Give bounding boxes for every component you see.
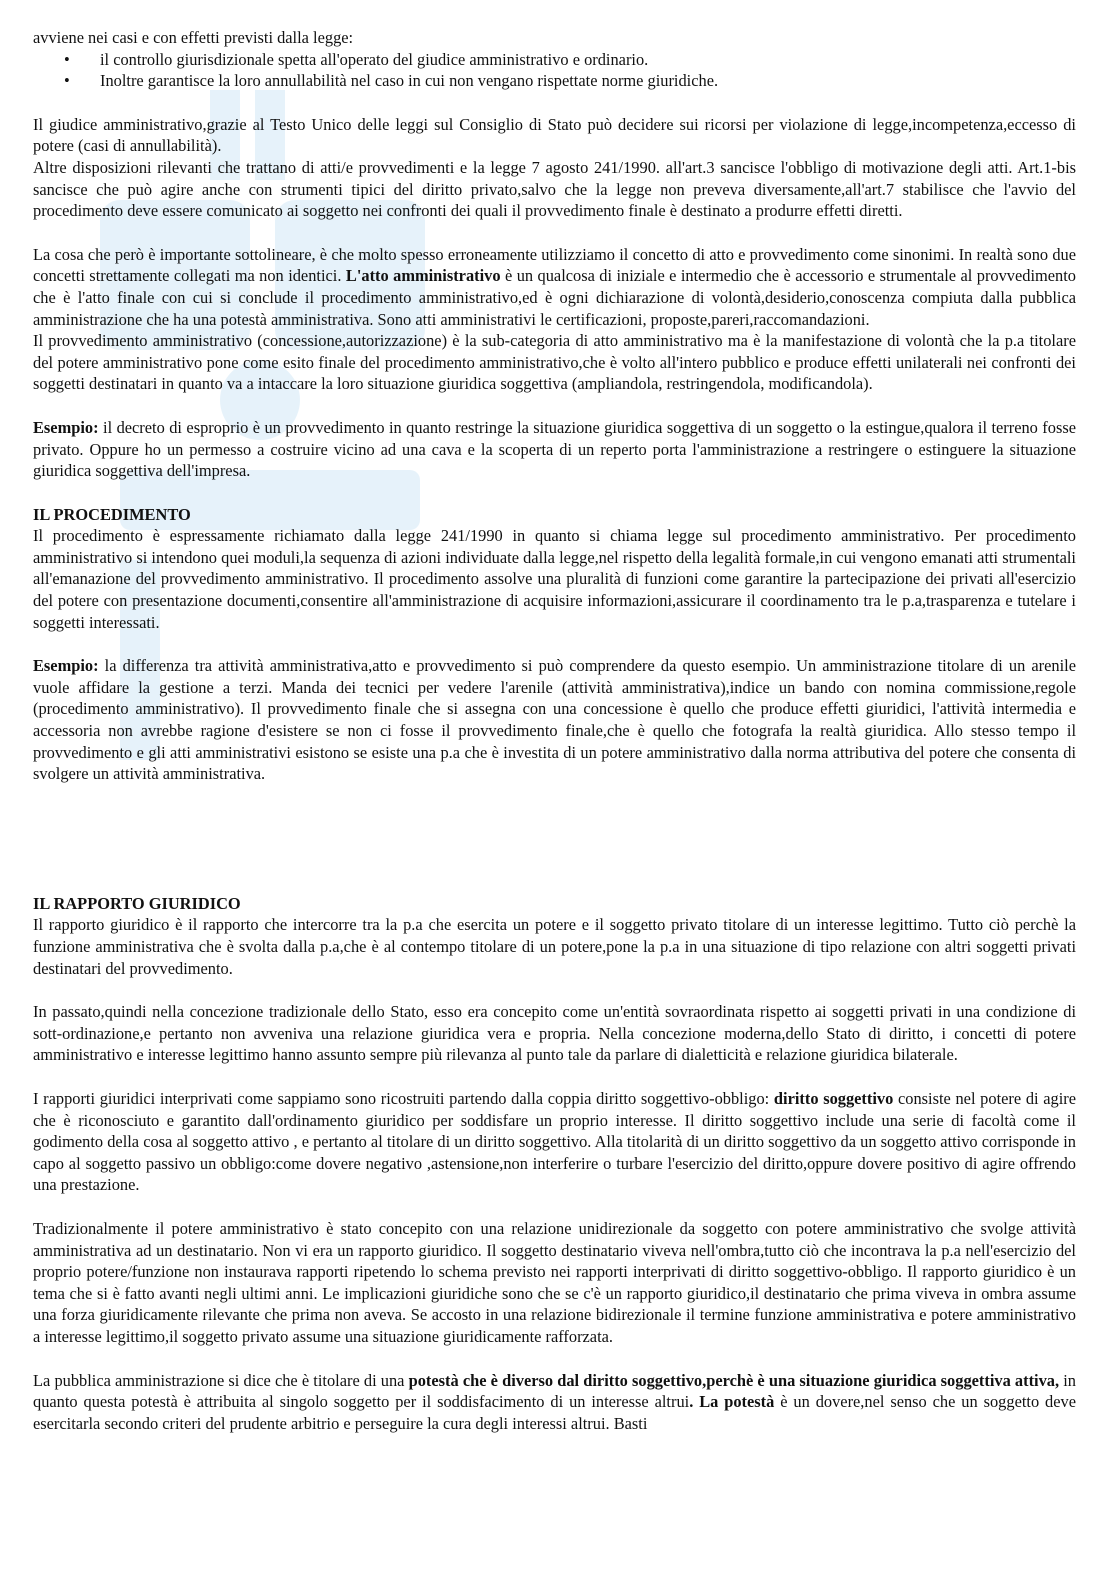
- paragraph-diritto-soggettivo: I rapporti giuridici interprivati come sappiamo sono ricostruiti partendo dalla coppia diritto soggettivo-obbligo: diritto soggettivo consiste nel potere di agire che è riconosciuto e garantito dall'ordinamento giuridico per soddisfare un proprio interesse. Il diritto soggettivo include una serie di facoltà come il godimento della cosa al soggetto attivo , e pertanto al titolare di un diritto soggettivo. Alla titolarità di un diritto soggettivo da un soggetto attivo corrisponde in capo al soggetto passivo un obbligo:come dovere negativo ,astensione,non interferire o turbare l'esercizio del diritto,oppure dovere positivo di agire offrendo una prestazione.: [33, 1088, 1077, 1195]
- list-item: • il controllo giurisdizionale spetta all'operato del giudice amministrativo e ordinario.: [64, 49, 649, 69]
- paragraph-atto-amministrativo: La cosa che però è importante sottolineare, è che molto spesso erroneamente utilizziamo il concetto di atto e provvedimento come sinonimi. In realtà sono due concetti strettamente collegati ma non identici. L'atto amministrativo è un qualcosa di iniziale e intermedio che è accessorio e strumentale al provvedimento che è l'atto finale con cui si conclude il procedimento amministrativo,ed è ogni dichiarazione di volontà,desiderio,conoscenza compiuta dalla pubblica amministrazione che ha una potestà amministrativa. Sono atti amministrativi le certificazioni, proposte,pareri,raccomandazioni.: [33, 244, 1077, 329]
- paragraph-potesta: La pubblica amministrazione si dice che è titolare di una potestà che è diverso dal diritto soggettivo,perchè è una situazione giuridica soggettiva attiva, in quanto questa potestà è attribuita al singolo soggetto per il soddisfacimento di un interesse altrui. La potestà è un dovere,nel senso che un soggetto deve esercitarla secondo criteri del prudente arbitrio e perseguire la cura degli interessi altrui. Basti: [33, 1370, 1076, 1433]
- paragraph-provvedimento: Il provvedimento amministrativo (concessione,autorizzazione) è la sub-categoria di atto amministrativo ma è la manifestazione di volontà che la p.a titolare del potere amministrativo pone come esito finale del procedimento amministrativo,che è volto all'intero pubblico e produce effetti unilaterali nei confronti dei soggetti destinatari in quanto va a intaccare la loro situazione giuridica soggettiva (ampliandola, restringendola, modificandola).: [33, 331, 1076, 394]
- document-body: [33, 27, 1076, 1434]
- paragraph-esempio-esproprio: Esempio: il decreto di esproprio è un provvedimento in quanto restringe la situazione giuridica soggettiva di un soggetto o la estingue,qualora il terreno fosse privato. Oppure ho un permesso a costruire vicino ad una cava e la scoperta di un reperto porta l'amministrazione a restringere o estinguere la situazione giuridica soggettiva dell'impresa.: [33, 417, 1076, 481]
- list-item: • Inoltre garantisce la loro annullabilità nel caso in cui non vengano rispettate norme giuridiche.: [64, 71, 719, 91]
- intro-line: avviene nei casi e con effetti previsti dalla legge:: [33, 28, 354, 47]
- paragraph-disposizioni: Altre disposizioni rilevanti che trattano di atti/e provvedimenti e la legge 7 agosto 241/1990. all'art.3 sancisce l'obbligo di motivazione degli atti. Art.1-bis sancisce che può agire anche con strumenti tipici del diritto privato,salvo che la legge non preveva diversamente,all'art.7 stabilisce che l'avvio del procedimento deve essere comunicato ai soggetto nei confronti dei quali il provvedimento finale è destinato a produrre effetti diretti.: [33, 157, 1076, 221]
- bullet-icon: •: [64, 71, 70, 91]
- section-title-procedimento: IL PROCEDIMENTO: [33, 504, 191, 524]
- paragraph-tradizionalmente: Tradizionalmente il potere amministrativo è stato concepito con una relazione unidirezionale da soggetto con potere amministrativo che svolge attività amministrativa ad un destinatario. Non vi era un rapporto giuridico. Il soggetto destinatario viveva nell'ombra,tutto ciò che incontrava la p.a nell'esercizio del proprio potere/funzione non instaurava rapporti ripetendo lo schema previsto nei rapporti interprivati di diritto soggettivo-obbligo. Il rapporto giuridico è un tema che si è fatto avanti negli ultimi anni. Le implicazioni giuridiche sono che se c'è un rapporto giuridico,il destinatario che prima viveva in ombra assume una forza giuridicamente rilevante che prima non aveva. Se accosto in una relazione bidirezionale il termine funzione amministrativa e potere amministrativo a interesse legittimo,il soggetto privato assume una situazione giuridicamente rafforzata.: [33, 1218, 1076, 1346]
- intro-bullet-list: [33, 49, 1076, 92]
- paragraph-esempio-arenile: Esempio: la differenza tra attività amministrativa,atto e provvedimento si può comprendere da questo esempio. Un amministrazione titolare di un arenile vuole affidare la gestione a terzi. Manda dei tecnici per vedere l'arenile (attività amministrativa),indice un bando con nomina commissione,regole (procedimento amministrativo). Il provvedimento finale che si assegna con una concessione è quello che produce effetti giuridici, l'attività intermedia e accessoria non avrebbe ragione d'esistere se non ci fosse il provvedimento finale,che è quello che fotografa la realtà giuridica. Allo stesso tempo il provvedimento e gli atti amministrativi esistono se esiste una p.a che è investita di un potere amministrativo dalla norma attributiva del potere che consenta di svolgere un attività amministrativa.: [33, 656, 1076, 784]
- paragraph-passato: In passato,quindi nella concezione tradizionale dello Stato, esso era concepito come un'entità sovraordinata rispetto ai soggetti privati in una condizione di sott-ordinazione,e pertanto non avveniva una relazione giuridica vera e propria. Nella concezione moderna,dello Stato di diritto, i concetti di potere amministrativo e interesse legittimo hanno assunto sempre più rilevanza al punto tale da parlare di dialetticità e relazione giuridica bilaterale.: [33, 1002, 1076, 1065]
- bullet-icon: •: [64, 49, 70, 69]
- paragraph-procedimento: Il procedimento è espressamente richiamato dalla legge 241/1990 in quanto si chiama legge sul procedimento amministrativo. Per procedimento amministrativo si intendono quei moduli,la sequenza di azioni individuate dalla legge,nel rispetto della legalità formale,in cui vengono emanati atti strumentali all'emanazione del provvedimento amministrativo. Il procedimento assolve una pluralità di funzioni come garantire la partecipazione dei privati all'esercizio del potere con presentazione documenti,consentire all'amministrazione di acquisire informazioni,assicurare il coordinamento tra le p.a,trasparenza e tutelare i soggetti interessati.: [33, 526, 1076, 632]
- paragraph-rapporto-giuridico: Il rapporto giuridico è il rapporto che intercorre tra la p.a che esercita un potere e il soggetto privato titolare di un interesse legittimo. Tutto ciò perchè la funzione amministrativa che è svolta dalla p.a,che è al contempo titolare di un potere,pone la p.a in una situazione di tipo relazione con altri soggetti privati destinatari del provvedimento.: [33, 915, 1076, 978]
- section-title-rapporto-giuridico: IL RAPPORTO GIURIDICO: [33, 893, 241, 913]
- paragraph-giudice: Il giudice amministrativo,grazie al Testo Unico delle leggi sul Consiglio di Stato può decidere sui ricorsi per violazione di legge,incompetenza,eccesso di potere (casi di annullabilità).: [33, 114, 1076, 156]
